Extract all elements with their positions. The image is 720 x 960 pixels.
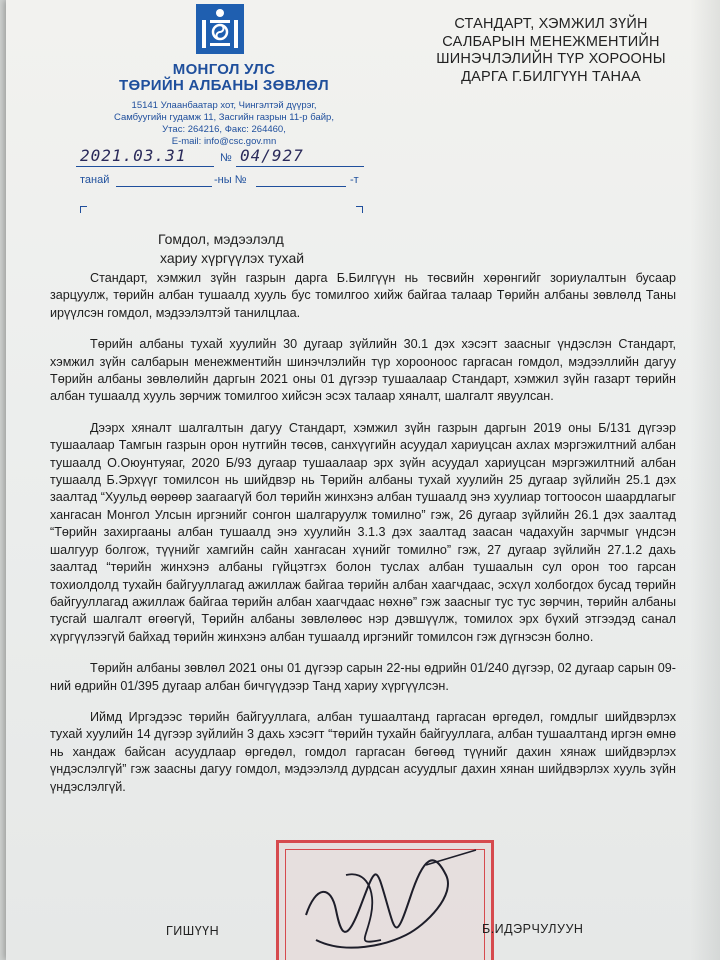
address-line3: Утас: 264216, Факс: 264460, [162, 124, 286, 135]
recipient-line4: ДАРГА Г.БИЛГҮҮН ТАНАА [461, 68, 641, 85]
paragraph-2: Төрийн албаны тухай хуулийн 30 дугаар зүйлийн 30.1 дэх хэсэгт заасныг үндэслэн Стандарт, хэмжил зүйн салбарын менежментийн шинэчлэлийн түр хорооноос гаргасан гомдол, мэдээллийн дагуу Төрийн албаны зөвлөлийн даргын 2021 оны 01 дүгээр тушаалаар Стандарт, хэмжил зүйн газарт төрийн албан тушаалд хууль зөрчиж томилгоо хийсэн эсэх талаар хяналт, шалгалт явуулсан. [50, 337, 676, 404]
address-line2: Самбуугийн гудамж 11, Засгийн газрын 11-р байр, [114, 112, 334, 123]
document-page [6, 0, 720, 960]
t-label: -т [350, 174, 359, 186]
paragraph-4: Төрийн албаны зөвлөл 2021 оны 01 дүгээр сарын 22-ны өдрийн 01/240 дүгээр, 02 дугаар сарын 09-ний өдрийн 01/395 дугаар албан бичгүүдээр Танд хариу хүргүүлсэн. [50, 661, 676, 693]
org-name-line1: МОНГОЛ УЛС [172, 61, 276, 78]
signer-name: Б.ИДЭРЧУЛУУН [482, 922, 584, 936]
org-name-line2: ТӨРИЙН АЛБАНЫ ЗӨВЛӨЛ [119, 77, 329, 94]
paragraph-5: Иймд Иргэдээс төрийн байгууллага, албан тушаалтанд гаргасан өргөдөл, гомдлыг шийдвэрлэх тухай хуулийн 14 дүгээр зүйлийн 3 дахь хэсэгт “төрийн тухайн байгууллага, албан тушаалтанд иргэн өмнө нь хандаж байсан асуудлаар өргөдөл, гомдол гаргасан бөгөөд түүнийг дахин хянаж шийдвэрлэх үндэслэлгүй” гэж заасны дагуу гомдол, мэдээлэлд дурдсан асуудлыг дахин хянан шийдвэрлэх хууль зүйн үндэслэлгүй. [50, 709, 676, 794]
recipient-line1: СТАНДАРТ, ХЭМЖИЛ ЗҮЙН [454, 16, 648, 32]
subject-line2: хариу хүргүүлэх тухай [160, 250, 305, 266]
tanai-label: танай [80, 174, 110, 186]
recipient-line2: САЛБАРЫН МЕНЕЖМЕНТИЙН [442, 33, 660, 50]
corner-mark-right [356, 206, 363, 213]
number-underline [236, 166, 364, 167]
handwritten-number: 04/927 [240, 146, 304, 165]
handwritten-signature [286, 845, 486, 960]
signer-title: ГИШҮҮН [166, 924, 220, 938]
recipient-block [386, 16, 716, 86]
ny-no-label: -ны № [214, 174, 247, 186]
number-label: № [220, 152, 232, 164]
org-address [104, 100, 344, 148]
address-line4: E-mail: info@csc.gov.mn [171, 136, 277, 147]
paragraph-3: Дээрх хяналт шалгалтын дагуу Стандарт, хэмжил зүйн газрын даргын 2019 оны Б/131 дүгээр тушаалаар Тамгын газрын орон нутгийн төсөв, санхүүгийн асуудал хариуцсан ахлах мэргэжилтний албан тушаалд О.Оюунтуяаг, 2020 Б/93 дугаар тушаалаар эрх зүйн асуудал хариуцсан мэргэжилтний албан тушаалд Б.Эрхүүг томилсон нь шийдвэр нь Төрийн албаны тухай хуулийн 25 дугаар зүйлийн 25.1 дэх заалтад “Хуульд өөрөөр заагаагүй бол төрийн жинхэнэ албан тушаалд энэ хуулиар тогтоосон шаардлагыг хангасан Монгол Улсын иргэнийг сонгон шалгаруулж томилно” гэж, 26 дугаар зүйлийн 26.1 дэх заалтад “Төрийн захиргааны албан тушаалд энэ хуулийн 3.1.3 дэх заалтад заасан чадахуйн зарчмыг үндсэн шалгуур болгож, түүнийг хамгийн сайн хангасан хүнийг томилно” гэж, 27 дугаар зүйлийн 27.1.2 дахь заалтад “төрийн жинхэнэ албаны гүйцэтгэх болон туслах албан тушаалын сул орон тоо гарсан тохиолдолд тухайн байгууллагад ажиллаж байгаа төрийн албан хаагчдаас, эсхүл холбогдох бусад төрийн байгууллагад ажиллаж байгаа төрийн албан хаагчдаас нөхнө” гэж заасныг тус тус зөрчин, төрийн албаны тусгай шалгалт өгөөгүй, Төрийн албаны зөвлөлөөс нэр дэвшүүлж, томилох эрх бүхий этгээдэд санал хүргүүлээгүй байхад төрийн жинхэнэ албан тушаалд иргэнийг томилсон гэж дүгнэсэн болно. [50, 420, 676, 644]
paragraph-1: Стандарт, хэмжил зүйн газрын дарга Б.Билгүүн нь төсвийн хөрөнгийг зориулалтын бусаар зарцуулж, төрийн албан тушаалд хууль бус томилгоо хийж байгаа талаар Төрийн албаны зөвлөлд Таны ирүүлсэн гомдол, мэдээлэлтэй танилцлаа. [50, 271, 676, 320]
tanai-underline [116, 186, 212, 187]
corner-mark-left [80, 206, 87, 213]
soyombo-emblem-icon [196, 4, 244, 54]
handwritten-date: 2021.03.31 [80, 146, 187, 165]
page-shadow [690, 0, 720, 960]
ny-no-underline [256, 186, 346, 187]
address-line1: 15141 Улаанбаатар хот, Чингэлтэй дүүрэг, [131, 100, 317, 111]
date-underline [76, 166, 214, 167]
org-name [104, 62, 344, 94]
recipient-line3: ШИНЭЧЛЭЛИЙН ТҮР ХОРООНЫ [436, 51, 666, 67]
subject-line1: Гомдол, мэдээлэлд [158, 231, 284, 247]
letter-body [50, 270, 676, 810]
letter-subject [158, 230, 304, 268]
